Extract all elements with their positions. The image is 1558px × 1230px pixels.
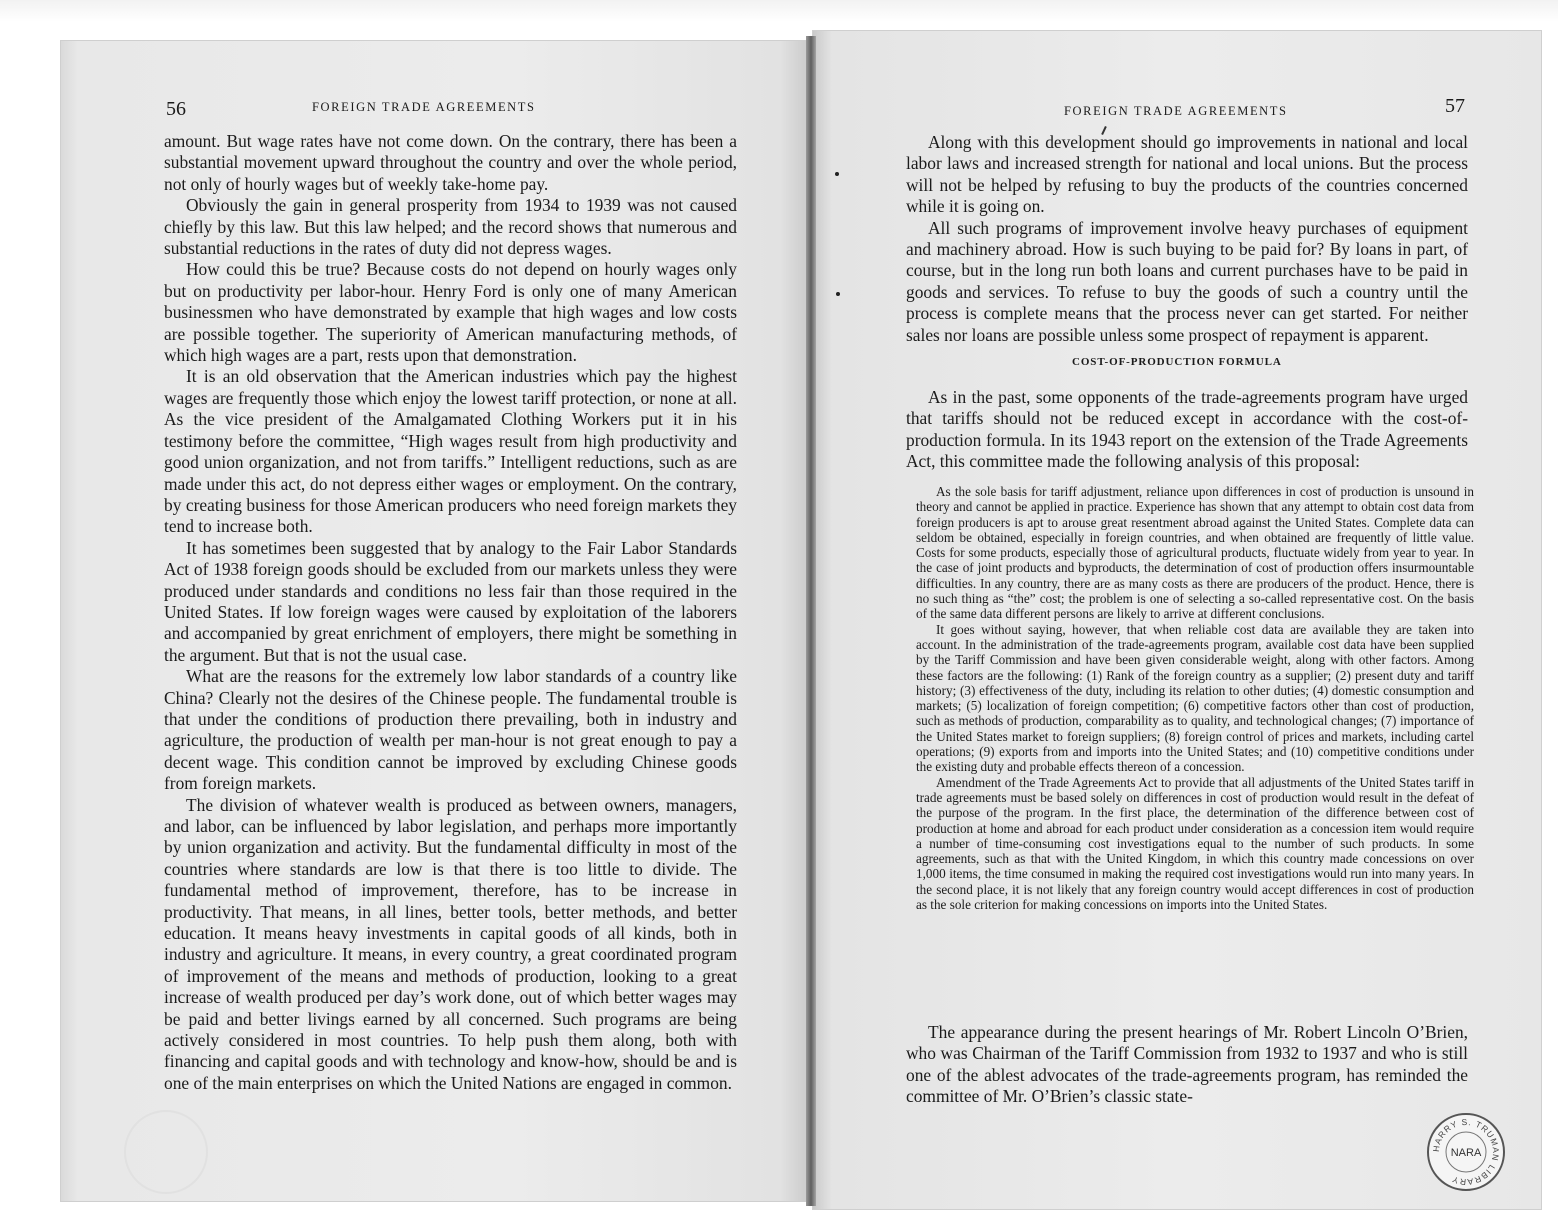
paragraph: Along with this development should go improvements in national and local labor laws and increased strength for national and local unions. But the process will not be helped by refusing to buy the products of the countries concerned while it is going on. xyxy=(906,132,1468,217)
paragraph: It has sometimes been suggested that by analogy to the Fair Labor Standards Act of 1938 foreign goods should be excluded from our markets unless they were produced under standards and conditions no less fair than those required in the United States. If low foreign wages were caused by exploitation of the laborers and accompanied by great enrichment of employers, there might be something in the argument. But that is not the usual case. xyxy=(164,537,737,665)
left-body-text xyxy=(164,131,737,1094)
closing-paragraph-block xyxy=(906,1022,1468,1108)
scan-background xyxy=(0,0,1558,22)
paragraph: amount. But wage rates have not come down. On the contrary, there has been a substantial movement upward throughout the country and over the whole period, not only of hourly wages but of weekly take-home pay. xyxy=(164,131,737,194)
quote-paragraph: As the sole basis for tariff adjustment, reliance upon differences in cost of production is unsound in theory and cannot be applied in practice. Experience has shown that any attempt to obtain cost data from foreign producers is apt to arouse great resentment abroad against the United States. Complete data can seldom be obtained, especially in foreign countries, and when obtained are frequently of little value. Costs for some products, especially those of agricultural products, fluctuate widely from year to year. In the case of joint products and byproducts, the determination of cost of production offers insurmountable difficulties. In any country, there are as many costs as there are producers of the product. Hence, there is no such thing as “the” cost; the problem is one of selecting a so-called representative cost. On the basis of the same data different persons are likely to arrive at different conclusions. xyxy=(916,484,1474,622)
faded-stamp-mark xyxy=(124,1110,208,1194)
section-heading: COST-OF-PRODUCTION FORMULA xyxy=(1072,356,1282,368)
paragraph: The division of whatever wealth is produced as between owners, managers, and labor, can be influenced by labor legislation, and perhaps more importantly by union organization and activity. But the fundamental difficulty in most of the countries where standards are low is that there is too little to divide. The fundamental method of improvement, therefore, has to be increase in productivity. That means, in all lines, better tools, better methods, and better education. It means heavy investments in capital goods of all kinds, both in industry and agriculture. It means, in every country, a great coordinated program of improvement of the means and methods of production, looking to a great increase of wealth produced per day’s work done, out of which better wages may be paid and better livings earned by all concerned. Such programs are being actively considered in most countries. To help push them along, both with financing and capital goods and with technology and know-how, should be and is one of the main enterprises on which the United Nations are engaged in common. xyxy=(164,794,737,1093)
intro-paragraph-block xyxy=(906,387,1468,473)
paragraph: What are the reasons for the extremely low labor standards of a country like China? Clearly not the desires of the Chinese people. The fundamental trouble is that under the conditions of production there prevailing, both in industry and agriculture, the production of wealth per man-hour is not great enough to pay a decent wage. This condition cannot be improved by excluding Chinese goods from foreign markets. xyxy=(164,666,737,794)
paragraph: All such programs of improvement involve heavy purchases of equipment and machinery abroad. How is such buying to be paid for? By loans in part, of course, but in the long run both loans and current purchases have to be paid in goods and services. To refuse to buy the goods of such a country until the process is complete means that the process never can get started. For neither sales nor loans are possible unless some prospect of repayment is apparent. xyxy=(906,217,1468,345)
stamp-center-text: NARA xyxy=(1450,1147,1482,1159)
block-quote xyxy=(916,484,1474,912)
right-page-number: 57 xyxy=(1445,95,1465,117)
paragraph: Obviously the gain in general prosperity from 1934 to 1939 was not caused chiefly by this law. But this law helped; and the record shows that numerous and substantial reductions in the rates of duty did not depress wages. xyxy=(164,195,737,259)
quote-paragraph: It goes without saying, however, that when reliable cost data are available they are taken into account. In the administration of the trade-agreements program, available cost data have been supplied by the Tariff Commission and have been given considerable weight, along with other factors. Among these factors are the following: (1) Rank of the foreign country as a supplier; (2) present duty and tariff history; (3) effectiveness of the duty, including its relation to other duties; (4) domestic consumption and markets; (5) localization of foreign competition; (6) competitive factors other than cost of production, such as methods of production, comparability as to quality, and technological changes; (7) importance of the United States market to foreign suppliers; (8) foreign control of prices and markets, including cartel operations; (9) exports from and imports into the United States; and (10) competitive conditions under the existing duty and probable effects thereon of a concession. xyxy=(916,621,1474,775)
paragraph: How could this be true? Because costs do not depend on hourly wages only but on productivity per labor-hour. Henry Ford is only one of many American businessmen who have demonstrated by example that high wages and low costs are possible together. The superiority of American manufacturing methods, of which high wages are a part, rests upon that demonstration. xyxy=(164,259,737,366)
margin-dot xyxy=(836,292,840,296)
left-page-number: 56 xyxy=(166,98,186,120)
book-gutter xyxy=(806,36,816,1206)
right-body-text-top xyxy=(906,132,1468,346)
paragraph: As in the past, some opponents of the trade-agreements program have urged that tariffs should not be reduced except in accordance with the cost-of-production formula. In its 1943 report on the extension of the Trade Agreements Act, this committee made the following analysis of this proposal: xyxy=(906,387,1468,472)
quote-paragraph: Amendment of the Trade Agreements Act to provide that all adjustments of the United States tariff in trade agreements must be based solely on differences in cost of production would result in the defeat of the purpose of the program. In the first place, the determination of the difference between cost of production at home and abroad for each product under consideration as a concession item would require a number of time-consuming cost investigations equal to the number of such products. In some agreements, such as that with the United Kingdom, in which this country made concessions on over 1,000 items, the time consumed in making the required cost investigations would run into many years. In the second place, it is not likely that any foreign country would accept differences in cost of production as the sole criterion for making concessions on imports into the United States. xyxy=(916,774,1474,913)
margin-dot xyxy=(835,172,839,176)
paragraph: It is an old observation that the American industries which pay the highest wages are frequently those which enjoy the lowest tariff protection, or none at all. As the vice president of the Amalgamated Clothing Workers put it in his testimony before the committee, “High wages result from high productivity and good union organization, and not from tariffs.” Intelligent reductions, such as are made under this act, do not depress either wages or employment. On the contrary, by creating business for those American producers who need foreign markets they tend to increase both. xyxy=(164,366,737,537)
right-running-head: FOREIGN TRADE AGREEMENTS xyxy=(1064,104,1288,118)
stamp-ring-text: HARRY S. TRUMAN LIBRARY xyxy=(1430,1116,1502,1188)
paragraph: The appearance during the present hearings of Mr. Robert Lincoln O’Brien, who was Chairman of the Tariff Commission from 1932 to 1937 and who is still one of the ablest advocates of the trade-agreements program, has reminded the committee of Mr. O’Brien’s classic state- xyxy=(906,1022,1468,1107)
left-running-head: FOREIGN TRADE AGREEMENTS xyxy=(312,100,536,114)
archive-stamp xyxy=(1426,1112,1506,1192)
